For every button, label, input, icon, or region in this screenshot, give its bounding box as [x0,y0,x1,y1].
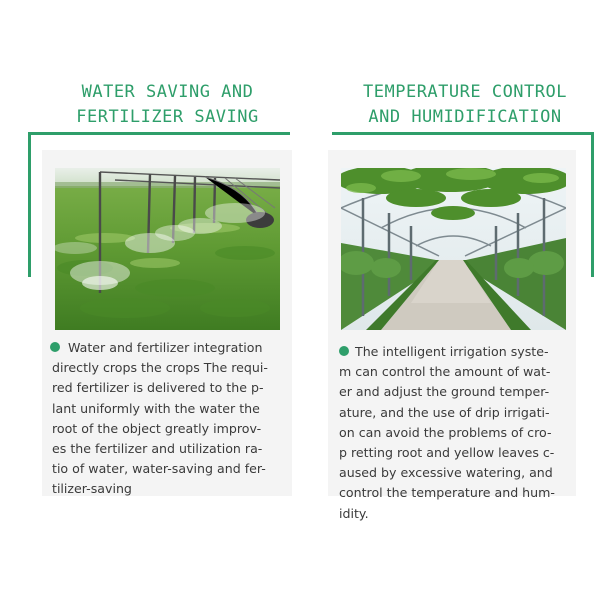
left-title: WATER SAVING AND FERTILIZER SAVING [76,82,259,127]
left-frame-side-line [28,132,31,277]
right-frame-top-line [332,132,594,135]
right-description: The intelligent irrigation syste- m can control the amount of wat- er and adjust the ground temper- ature, and the use of drip irrigati- on can avoid the problems of cro- p retting root and yellow leaves c- aused by excessive watering, and control the temperature and hum- idity. [339,344,555,521]
left-description: Water and fertilizer integration directly crops the crops The requi- red fertilizer is delivered to the p- lant uniformly with the water the root of the object greatly improv- es the fertilizer and utilization ra- tio of water, water-saving and fer- tilizer-saving [52,340,268,497]
left-frame-top-line [28,132,290,135]
right-title: TEMPERATURE CONTROL AND HUMIDIFICATION [363,82,567,127]
right-frame-side-line [591,132,594,277]
irrigation-field-photo [55,168,280,330]
greenhouse-path-photo [341,168,566,330]
